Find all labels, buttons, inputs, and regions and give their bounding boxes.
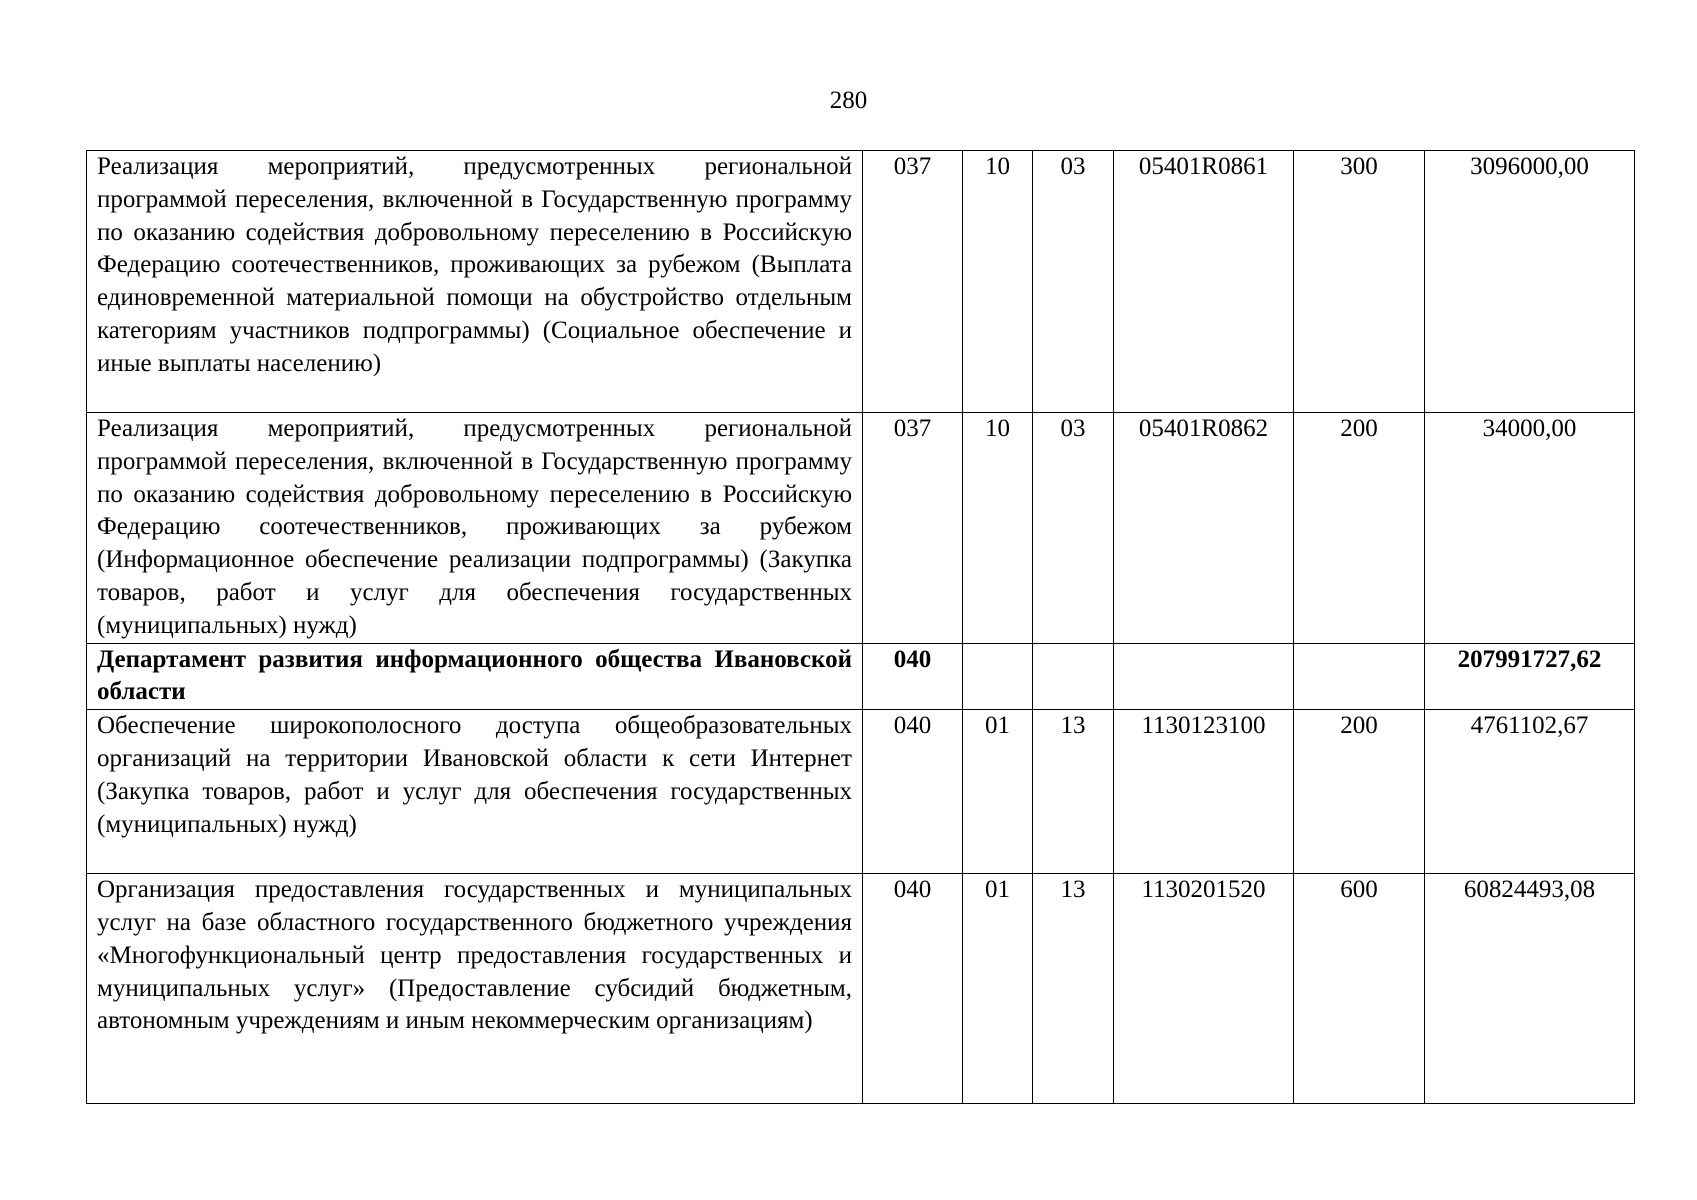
table-row	[87, 151, 1635, 413]
row-amount: 207991727,62	[1425, 643, 1635, 710]
row-subsection-code	[1033, 643, 1114, 710]
row-ministry-code: 040	[863, 643, 963, 710]
row-ministry-code: 037	[863, 413, 963, 644]
row-description: Организация предоставления государственных и муниципальных услуг на базе областного государственного бюджетного учреждения «Многофункциональный центр предоставления государственных и муниципальных услуг» (Предоставление субсидий бюджетным, автономным учреждениям и иным некоммерческим организациям)	[87, 874, 863, 1104]
row-description: Обеспечение широкополосного доступа общеобразовательных организаций на территории Ивановской области к сети Интернет (Закупка товаров, работ и услуг для обеспечения государственных (муниципальных) нужд)	[87, 710, 863, 874]
row-target-article: 05401R0862	[1114, 413, 1294, 644]
row-ministry-code: 040	[863, 874, 963, 1104]
row-subsection-code: 13	[1033, 710, 1114, 874]
row-expense-type: 200	[1294, 413, 1425, 644]
row-description: Департамент развития информационного общества Ивановской области	[87, 643, 863, 710]
table-row	[87, 874, 1635, 1104]
row-section-code	[963, 643, 1033, 710]
page-number: 280	[829, 87, 868, 114]
row-expense-type	[1294, 643, 1425, 710]
table-row	[87, 643, 1635, 710]
row-amount: 60824493,08	[1425, 874, 1635, 1104]
row-expense-type: 200	[1294, 710, 1425, 874]
row-ministry-code: 037	[863, 151, 963, 413]
budget-table	[86, 150, 1635, 1104]
table-row	[87, 710, 1635, 874]
row-amount: 3096000,00	[1425, 151, 1635, 413]
row-target-article: 1130201520	[1114, 874, 1294, 1104]
row-section-code: 01	[963, 710, 1033, 874]
row-target-article: 1130123100	[1114, 710, 1294, 874]
row-section-code: 10	[963, 151, 1033, 413]
row-description: Реализация мероприятий, предусмотренных региональной программой переселения, включенной в Государственную программу по оказанию содействия добровольному переселению в Российскую Федерацию соотечественников, проживающих за рубежом (Выплата единовременной материальной помощи на обустройство отдельным категориям участников подпрограммы) (Социальное обеспечение и иные выплаты населению)	[87, 151, 863, 413]
row-amount: 34000,00	[1425, 413, 1635, 644]
row-section-code: 10	[963, 413, 1033, 644]
row-target-article: 05401R0861	[1114, 151, 1294, 413]
row-ministry-code: 040	[863, 710, 963, 874]
row-expense-type: 600	[1294, 874, 1425, 1104]
row-description: Реализация мероприятий, предусмотренных региональной программой переселения, включенной в Государственную программу по оказанию содействия добровольному переселению в Российскую Федерацию соотечественников, проживающих за рубежом (Информационное обеспечение реализации подпрограммы) (Закупка товаров, работ и услуг для обеспечения государственных (муниципальных) нужд)	[87, 413, 863, 644]
table-row	[87, 413, 1635, 644]
row-target-article	[1114, 643, 1294, 710]
row-subsection-code: 13	[1033, 874, 1114, 1104]
row-expense-type: 300	[1294, 151, 1425, 413]
row-section-code: 01	[963, 874, 1033, 1104]
row-subsection-code: 03	[1033, 413, 1114, 644]
row-amount: 4761102,67	[1425, 710, 1635, 874]
row-subsection-code: 03	[1033, 151, 1114, 413]
